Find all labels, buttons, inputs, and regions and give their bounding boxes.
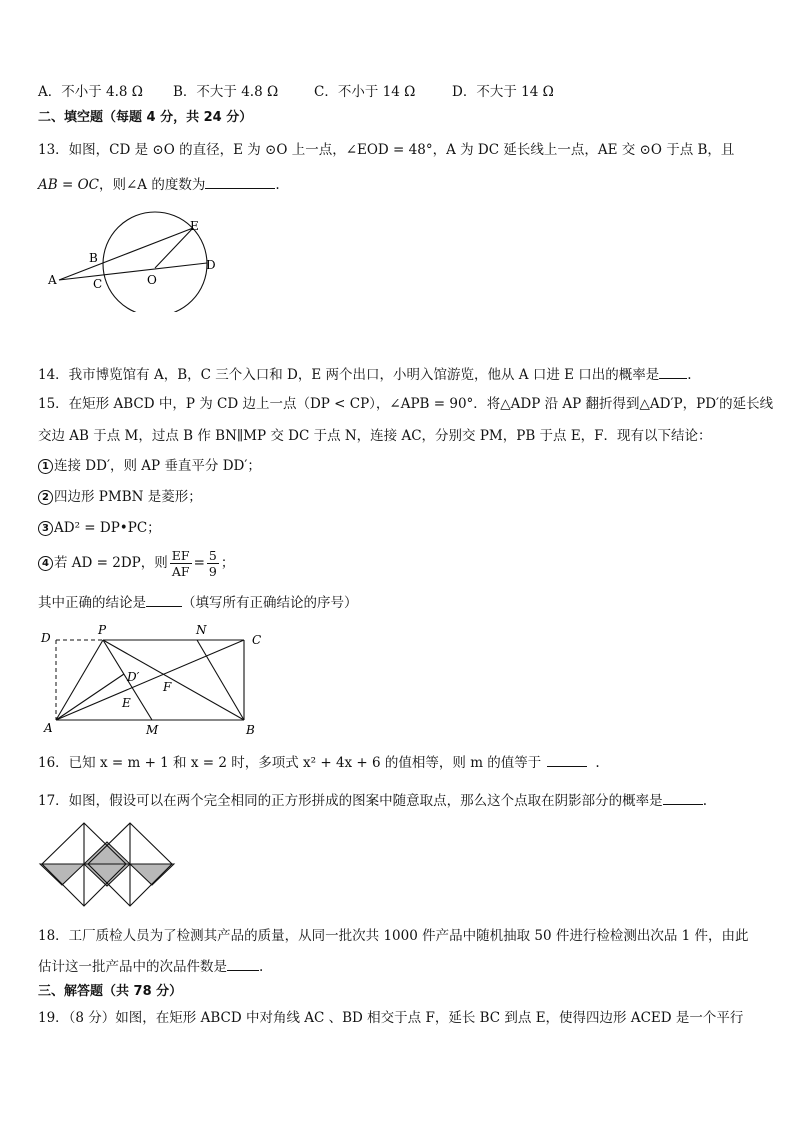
conclusion-4 [38,546,234,580]
conclusion-3-text: AD² = DP•PC； [54,520,161,536]
rectangle-diagram [36,618,272,740]
question-14 [38,364,692,385]
label-n: N [196,623,207,637]
label-c: C [252,633,262,647]
circled-number-4: 4 [38,556,53,571]
circled-number-2: 2 [38,490,53,505]
question-15-line1: 15．在矩形 ABCD 中，P 为 CD 边上一点（DP < CP），∠APB = 90°．将△ADP 沿 AP 翻折得到△AD′P，PD′的延长线 [38,396,774,412]
answer-blank-13[interactable] [205,174,275,189]
question-13-line2 [38,174,280,195]
label-o: O [147,273,157,287]
equation-ab-oc: AB = OC [38,177,99,193]
question-19-line1: 19．（8 分）如图，在矩形 ABCD 中对角线 AC 、BD 相交于点 F，延长 BC 到点 E，使得四边形 ACED 是一个平行 [38,1010,744,1026]
answer-blank-15[interactable] [146,592,182,607]
conclusion-1 [38,456,261,476]
fraction-ef-af [170,548,192,579]
question-18-line2 [38,956,263,977]
answer-blank-17[interactable] [663,790,703,805]
label-e: E [122,696,131,710]
section-heading-solutions: 三、解答题（共 78 分） [38,984,183,999]
label-p: P [98,623,107,637]
fraction-five-ninths [207,548,219,579]
section-heading-fill-in: 二、填空题（每题 4 分，共 24 分） [38,110,253,125]
period: . [595,755,600,771]
question-13-prompt: ，则∠A 的度数为 [98,177,206,193]
segment-ad-prime [56,674,124,720]
label-a: A [44,721,53,735]
segment-bn [197,640,244,720]
fraction-denominator: AF [171,564,190,579]
line-oe [155,228,193,268]
option-d: D．不大于 14 Ω [452,84,554,100]
question-18-line1: 18．工厂质检人员为了检测其产品的质量，从同一批次共 1000 件产品中随机抽取 50 件进行检检测出次品 1 件，由此 [38,928,749,944]
circled-number-1: 1 [38,459,53,474]
answer-blank-18[interactable] [227,956,259,971]
shaded-left-triangle [40,864,84,885]
fraction-denominator: 9 [208,564,217,579]
segment-ap [56,640,103,720]
label-m: M [146,723,159,737]
question-14-text: 14．我市博览馆有 A，B，C 三个入口和 D，E 两个出口，小明入馆游览，他从 A 口进 E 口出的概率是 [38,367,660,383]
label-f: F [163,680,172,694]
question-17-text: 17．如图，假设可以在两个完全相同的正方形拼成的图案中随意取点，那么这个点取在阴影部分的概率是 [38,793,663,809]
equals-sign: = [193,555,205,571]
question-15-line2: 交边 AB 于点 M，过点 B 作 BN∥MP 交 DC 于点 N，连接 AC，分别交 PM，PB 于点 E，F．现有以下结论： [38,428,712,444]
fraction-numerator: 5 [208,548,217,563]
shaded-right-triangle [130,864,174,885]
label-d-prime: D′ [127,670,140,684]
question-15-note: （填写所有正确结论的序号） [182,595,358,611]
conclusion-3 [38,518,161,538]
question-13-line1: 13．如图，CD 是 ⊙O 的直径，E 为 ⊙O 上一点，∠EOD = 48°，A 为 DC 延长线上一点，AE 交 ⊙O 于点 B，且 [38,142,735,158]
label-b: B [246,723,255,737]
option-b: B．不大于 4.8 Ω [173,84,279,100]
label-b: B [89,251,98,265]
label-d: D [41,631,51,645]
conclusion-2 [38,487,202,507]
semicolon: ； [220,555,235,571]
period: . [259,959,264,975]
question-15-ask [38,592,358,613]
conclusion-1-text: 连接 DD′，则 AP 垂直平分 DD′； [54,458,261,474]
period: . [687,367,692,383]
conclusion-4-condition: 若 AD = 2DP，则 [54,555,168,571]
circle-diagram [38,208,228,312]
period: . [702,793,707,809]
period: . [275,177,280,193]
answer-blank-16[interactable] [547,752,587,767]
two-squares-diagram [38,822,176,908]
question-15-ask-text: 其中正确的结论是 [38,595,146,611]
segment-ac [56,640,244,720]
question-17 [38,790,707,811]
conclusion-2-text: 四边形 PMBN 是菱形； [54,489,202,505]
label-a: A [48,273,57,287]
answer-blank-14[interactable] [659,364,687,379]
label-c: C [93,277,103,291]
question-18-text: 估计这一批产品中的次品件数是 [38,959,227,975]
label-d: D [206,258,216,272]
label-e: E [190,219,199,233]
option-c: C．不小于 14 Ω [314,84,416,100]
fraction-numerator: EF [171,548,190,563]
circled-number-3: 3 [38,521,53,536]
answer-options [38,82,758,102]
option-a: A．不小于 4.8 Ω [38,84,143,100]
question-16 [38,752,600,773]
question-16-text: 16．已知 x = m + 1 和 x = 2 时，多项式 x² + 4x + 6 的值相等，则 m 的值等于 [38,755,542,771]
